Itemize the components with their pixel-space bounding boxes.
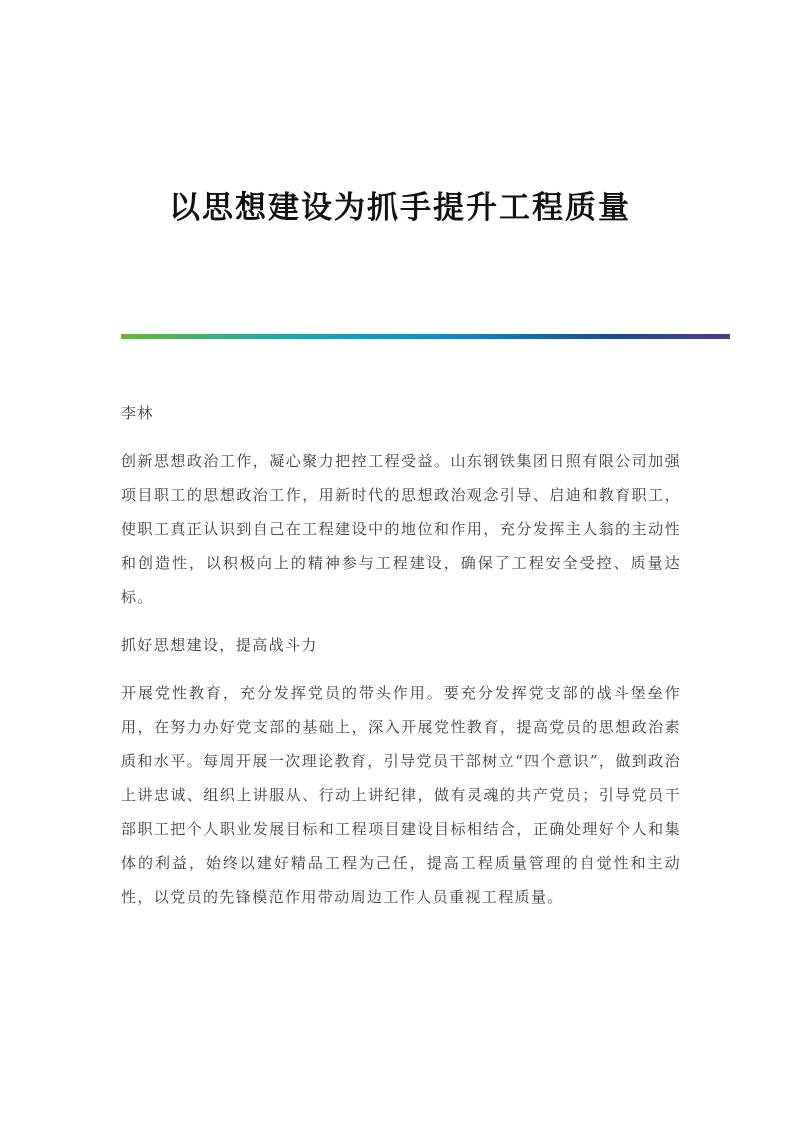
intro-paragraph: 创新思想政治工作，凝心聚力把控工程受益。山东钢铁集团日照有限公司加强项目职工的思想政治工作，用新时代的思想政治观念引导、启迪和教育职工，使职工真正认识到自己在工程建设中的地位和作用，充分发挥主人翁的主动性和创造性，以积极向上的精神参与工程建设，确保了工程安全受控、质量达标。 <box>121 452 681 606</box>
gradient-divider <box>121 334 730 339</box>
document-body <box>121 396 681 928</box>
section-paragraph: 开展党性教育，充分发挥党员的带头作用。要充分发挥党支部的战斗堡垒作用，在努力办好党支部的基础上，深入开展党性教育，提高党员的思想政治素质和水平。每周开展一次理论教育，引导党员干部树立“四个意识”，做到政治上讲忠诚、组织上讲服从、行动上讲纪律，做有灵魂的共产党员；引导党员干部职工把个人职业发展目标和工程项目建设目标相结合，正确处理好个人和集体的利益，始终以建好精品工程为己任，提高工程质量管理的自觉性和主动性，以党员的先锋模范作用带动周边工作人员重视工程质量。 <box>121 684 681 906</box>
document-title: 以思想建设为抓手提升工程质量 <box>169 190 631 226</box>
author-name: 李林 <box>121 404 154 422</box>
section-heading: 抓好思想建设，提高战斗力 <box>121 636 318 654</box>
